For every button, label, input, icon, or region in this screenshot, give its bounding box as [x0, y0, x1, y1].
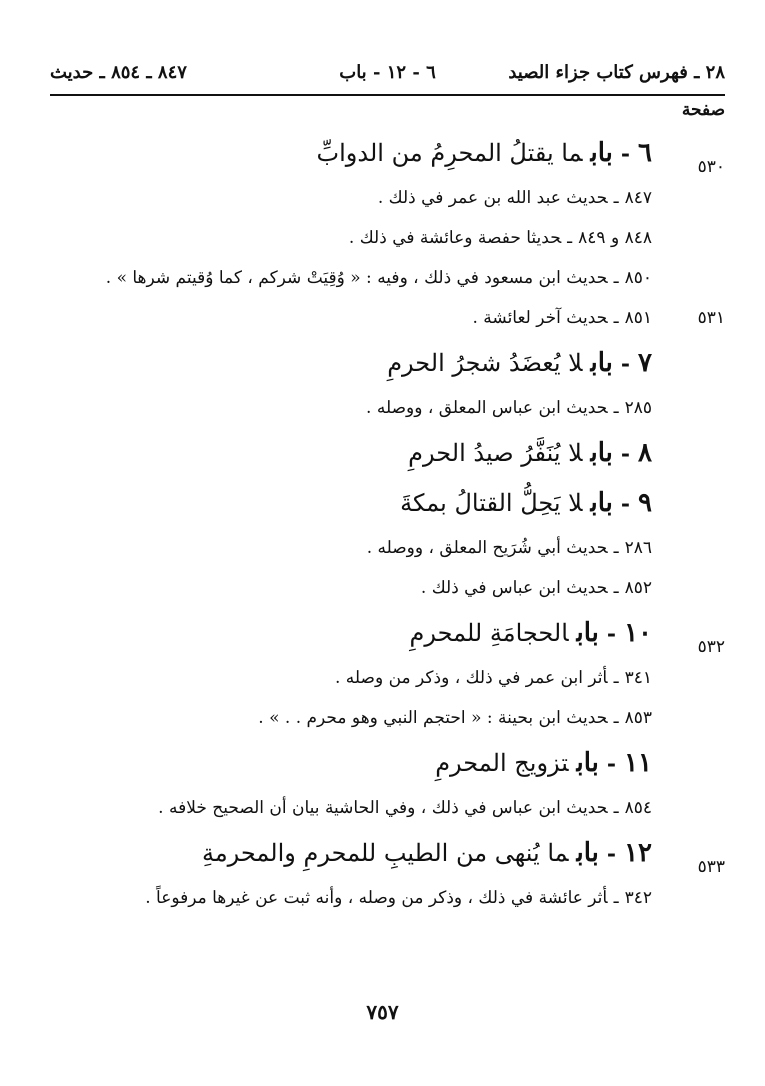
entry-number: ٨٥٤: [624, 798, 652, 818]
index-content: [40, 128, 725, 918]
header-book-title: ٢٨ ـ فهرس كتاب جزاء الصيد: [508, 62, 725, 83]
index-entry: [40, 218, 725, 258]
entry-text: حديث ابن عباس في ذلك ، وفي الحاشية بيان أن الصحيح خلافه .: [158, 798, 608, 818]
chapter-title: الحجامَةِ للمحرمِ: [409, 619, 569, 647]
chapter-number: ٦: [638, 138, 652, 168]
chapter-number: ١٠: [624, 618, 652, 648]
entry-text: حديث ابن بحينة : « احتجم النبي وهو محرم . . » .: [258, 708, 608, 728]
page-reference: ٥٣٣: [697, 857, 725, 877]
entry-separator: ـ: [613, 708, 619, 728]
entry-separator: ـ: [613, 188, 619, 208]
page-column-label: صفحة: [681, 100, 725, 120]
chapter-title: ما يقتلُ المحرِمُ من الدوابِّ: [316, 139, 583, 167]
chapter-number: ٨: [638, 438, 652, 468]
chapter-separator: -: [620, 351, 631, 377]
chapter-word: باب: [576, 748, 599, 778]
page-number: ٧٥٧: [366, 1000, 399, 1024]
chapter-title: تزويج المحرمِ: [435, 749, 569, 777]
entry-number: ٨٥٢: [624, 578, 652, 598]
entry-text: أثر ابن عمر في ذلك ، وذكر من وصله .: [334, 668, 608, 688]
index-entry: [40, 178, 725, 218]
header-divider: [50, 94, 725, 96]
entry-number: ٨٤٨ و ٨٤٩: [578, 228, 652, 248]
entry-separator: ـ: [613, 888, 619, 908]
chapter-word: باب: [590, 348, 613, 378]
chapter-number: ١١: [624, 748, 652, 778]
chapter-heading: [40, 428, 725, 478]
index-entry: [40, 298, 725, 338]
entry-separator: ـ: [613, 668, 619, 688]
chapter-separator: -: [606, 621, 617, 647]
entry-text: حديث عبد الله بن عمر في ذلك .: [377, 188, 608, 208]
entry-number: ٨٥١: [624, 308, 652, 328]
chapter-heading: [40, 828, 725, 878]
header-chapter-range: ٦ - ١٢ - باب: [339, 62, 436, 83]
chapter-word: باب: [576, 838, 599, 868]
index-entry: [40, 528, 725, 568]
entry-separator: ـ: [613, 398, 619, 418]
header-hadith-range: ٨٤٧ ـ ٨٥٤ ـ حديث: [50, 62, 187, 83]
chapter-word: باب: [590, 438, 613, 468]
index-entry: [40, 658, 725, 698]
chapter-word: باب: [590, 488, 613, 518]
chapter-heading: [40, 608, 725, 658]
chapter-heading: [40, 128, 725, 178]
entry-number: ٣٤٢: [624, 888, 652, 908]
index-entry: [40, 878, 725, 918]
entry-number: ٨٤٧: [624, 188, 652, 208]
entry-separator: ـ: [613, 308, 619, 328]
chapter-separator: -: [620, 141, 631, 167]
chapter-separator: -: [606, 841, 617, 867]
entry-text: حديث أبي شُرَيح المعلق ، ووصله .: [366, 538, 608, 558]
index-entry: [40, 258, 725, 298]
chapter-number: ١٢: [624, 838, 652, 868]
entry-separator: ـ: [613, 538, 619, 558]
chapter-heading: [40, 478, 725, 528]
chapter-heading: [40, 738, 725, 788]
entry-separator: ـ: [567, 228, 573, 248]
entry-text: حديثا حفصة وعائشة في ذلك .: [348, 228, 562, 248]
chapter-title: لا يُنَفَّرُ صيدُ الحرمِ: [408, 439, 583, 467]
chapter-number: ٧: [638, 348, 652, 378]
page-reference: ٥٣٢: [697, 637, 725, 657]
index-entry: [40, 568, 725, 608]
chapter-word: باب: [576, 618, 599, 648]
chapter-title: ما يُنهى من الطيبِ للمحرمِ والمحرمةِ: [201, 839, 569, 867]
entry-separator: ـ: [613, 578, 619, 598]
index-entry: [40, 388, 725, 428]
entry-text: حديث ابن مسعود في ذلك ، وفيه : « وُقِيَتْ شركم ، كما وُقيتم شرها » .: [105, 268, 608, 288]
running-header: [50, 62, 725, 90]
entry-number: ٨٥٣: [624, 708, 652, 728]
entry-number: ٨٥٠: [624, 268, 652, 288]
entry-number: ٣٤١: [624, 668, 652, 688]
chapter-separator: -: [620, 491, 631, 517]
page-reference: ٥٣١: [697, 308, 725, 328]
entry-separator: ـ: [613, 268, 619, 288]
chapter-title: لا يَحِلُّ القتالُ بمكةَ: [400, 489, 583, 517]
page-reference: ٥٣٠: [697, 157, 725, 177]
entry-separator: ـ: [613, 798, 619, 818]
entry-text: حديث ابن عباس المعلق ، ووصله .: [366, 398, 608, 418]
index-entry: [40, 788, 725, 828]
chapter-number: ٩: [638, 488, 652, 518]
chapter-separator: -: [620, 441, 631, 467]
entry-number: ٢٨٦: [624, 538, 652, 558]
chapter-word: باب: [590, 138, 613, 168]
entry-text: حديث ابن عباس في ذلك .: [420, 578, 608, 598]
entry-text: أثر عائشة في ذلك ، وذكر من وصله ، وأنه ثبت عن غيرها مرفوعاً .: [145, 888, 608, 908]
chapter-title: لا يُعضَدُ شجرُ الحرمِ: [387, 349, 583, 377]
index-entry: [40, 698, 725, 738]
entry-text: حديث آخر لعائشة .: [472, 308, 608, 328]
entry-number: ٢٨٥: [624, 398, 652, 418]
chapter-heading: [40, 338, 725, 388]
chapter-separator: -: [606, 751, 617, 777]
